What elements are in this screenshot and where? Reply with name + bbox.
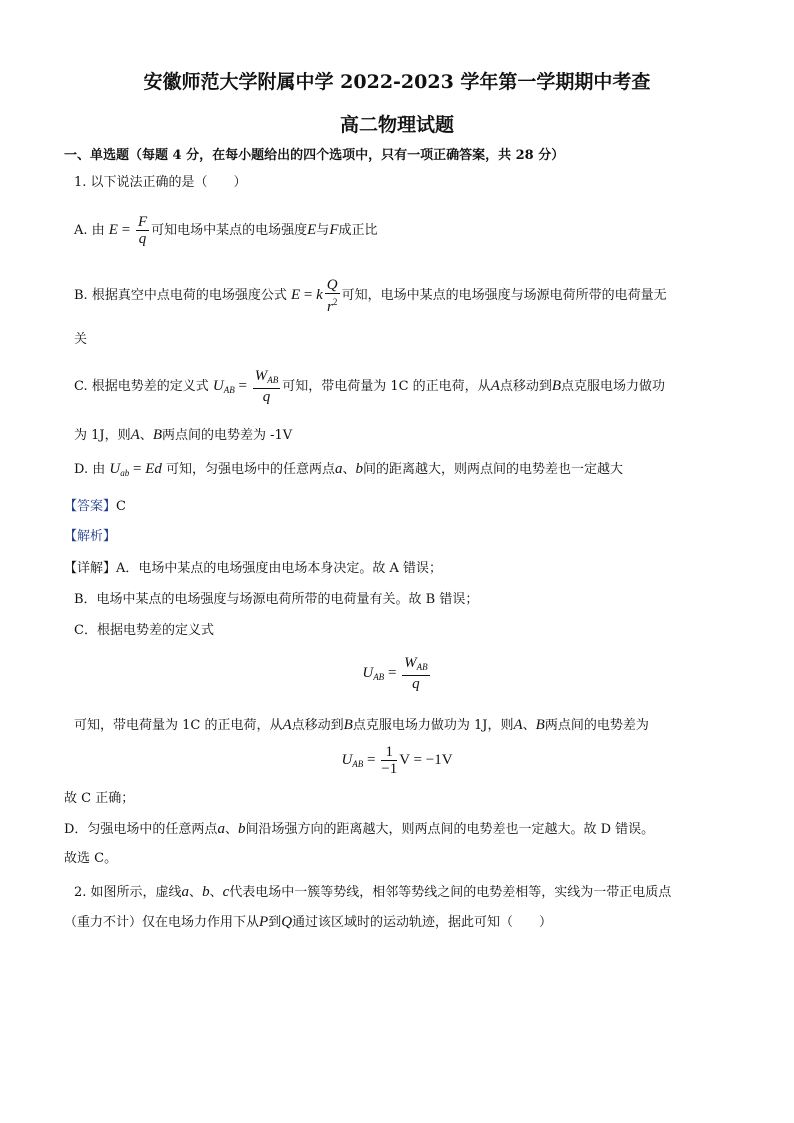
option-c-suffix1: 可知，带电荷量为 1C 的正电荷，从 bbox=[282, 379, 491, 394]
detail-d bbox=[64, 819, 734, 840]
q1-option-a bbox=[74, 212, 734, 249]
option-c-prefix: C. 根据电势差的定义式 bbox=[74, 379, 209, 394]
q2-line1-suffix: 代表电场中一簇等势线，相邻等势线之间的电势差相等，实线为一带正电质点 bbox=[229, 885, 672, 900]
formula-uab-result: $U_{AB}$ = $\frac{1}{-1}$ V = −1V bbox=[341, 744, 453, 777]
var-a: a bbox=[181, 884, 190, 900]
detail-label: 【详解】 bbox=[64, 561, 117, 576]
separator: 、 bbox=[224, 822, 238, 837]
formula-coulomb-field: E = k $\frac{Q}{r^2}$ bbox=[290, 276, 338, 315]
formula-e-f-q: E = $\frac{F}{q}$ bbox=[108, 214, 148, 248]
var-b-point: B bbox=[551, 378, 562, 394]
q1-option-b-cont: 关 bbox=[74, 332, 88, 347]
option-d-suffix2: 间的距离越大，则两点间的电势差也一定越大 bbox=[363, 462, 624, 477]
detail-b: B．电场中某点的电场强度与场源电荷所带的电荷量有关。故 B 错误； bbox=[74, 592, 479, 607]
q1-option-c-cont bbox=[74, 425, 734, 446]
option-c-suffix2: 点移动到 bbox=[499, 379, 552, 394]
separator: 、 bbox=[209, 885, 223, 900]
var-b: b bbox=[237, 821, 246, 837]
var-a-point: A bbox=[130, 427, 140, 443]
detail-c3: 故 C 正确； bbox=[64, 791, 135, 806]
option-a-mid: 与 bbox=[316, 223, 330, 238]
option-c-cont-suffix: 两点间的电势差为 -1V bbox=[161, 428, 293, 443]
separator: 、 bbox=[522, 718, 536, 733]
var-b-point: B bbox=[152, 427, 162, 443]
q2-line2-mid: 到 bbox=[268, 915, 282, 930]
var-p: P bbox=[259, 914, 269, 930]
q2-line2-suffix: 通过该区域时的运动轨迹，据此可知（ ） bbox=[292, 915, 553, 930]
answer-value: C bbox=[116, 499, 126, 514]
detail-c2-prefix: 可知，带电荷量为 1C 的正电荷，从 bbox=[74, 718, 283, 733]
section-heading: 一、单选题（每题 4 分，在每小题给出的四个选项中，只有一项正确答案，共 28 分） bbox=[64, 148, 565, 163]
var-a: a bbox=[335, 461, 343, 477]
option-c-cont-prefix: 为 1J，则 bbox=[74, 428, 131, 443]
separator: 、 bbox=[139, 428, 153, 443]
analysis-label: 【解析】 bbox=[64, 529, 117, 544]
var-c: c bbox=[222, 884, 230, 900]
detail-d-prefix: D．匀强电场中的任意两点 bbox=[64, 822, 218, 837]
detail-d-suffix: 间沿场强方向的距离越大，则两点间的电势差也一定越大。故 D 错误。 bbox=[245, 822, 655, 837]
q2-line1-prefix: 2. 如图所示，虚线 bbox=[74, 885, 182, 900]
conclusion: 故选 C。 bbox=[64, 851, 118, 866]
q1-stem: 1. 以下说法正确的是（ ） bbox=[74, 175, 247, 190]
var-a-point: A bbox=[490, 378, 500, 394]
answer-label: 【答案】 bbox=[64, 499, 117, 514]
detail-c2-end: 两点间的电势差为 bbox=[544, 718, 649, 733]
option-d-suffix1: 可知，匀强电场中的任意两点 bbox=[166, 462, 336, 477]
q2-line2 bbox=[64, 912, 734, 933]
exam-title: 安徽师范大学附属中学 2022-2023 学年第一学期期中考查 bbox=[143, 71, 651, 93]
detail-a bbox=[64, 559, 734, 579]
var-q: Q bbox=[281, 914, 293, 930]
exam-subtitle: 高二物理试题 bbox=[339, 114, 454, 136]
option-c-suffix3: 点克服电场力做功 bbox=[561, 379, 666, 394]
option-b-suffix: 可知，电场中某点的电场强度与场源电荷所带的电荷量无 bbox=[341, 288, 667, 303]
q1-option-c bbox=[74, 366, 734, 410]
detail-c2 bbox=[74, 715, 734, 736]
option-a-suffix: 可知电场中某点的电场强度 bbox=[151, 223, 308, 238]
var-a-point: A bbox=[513, 717, 523, 733]
option-b-prefix: B. 根据真空中点电荷的电场强度公式 bbox=[74, 288, 287, 303]
q2-line1 bbox=[74, 882, 734, 903]
formula-uab-centered: $U_{AB}$ = $\frac{W_{AB}}{q}$ bbox=[362, 655, 428, 692]
var-a-point: A bbox=[282, 717, 292, 733]
detail-c: C．根据电势差的定义式 bbox=[74, 623, 214, 638]
var-b: b bbox=[355, 461, 364, 477]
var-b-point: B bbox=[535, 717, 545, 733]
detail-c2-mid2: 点克服电场力做功为 1J，则 bbox=[352, 718, 514, 733]
answer-line bbox=[64, 497, 734, 517]
var-a: a bbox=[217, 821, 225, 837]
var-b: b bbox=[202, 884, 210, 900]
var-b-point: B bbox=[343, 717, 353, 733]
q2-line2-prefix: （重力不计）仅在电场力作用下从 bbox=[64, 915, 260, 930]
var-e: E bbox=[307, 222, 317, 238]
formula-u-ed: $U_{ab} = Ed$ bbox=[109, 461, 162, 478]
option-a-end: 成正比 bbox=[338, 223, 378, 238]
detail-c2-mid1: 点移动到 bbox=[291, 718, 344, 733]
q1-option-b bbox=[74, 275, 734, 316]
option-d-prefix: D. 由 bbox=[74, 462, 106, 477]
separator: 、 bbox=[342, 462, 356, 477]
option-a-prefix: A. 由 bbox=[74, 223, 105, 238]
formula-potential-difference: $U_{AB}$ = $\frac{W_{AB}}{q}$ bbox=[212, 368, 279, 406]
q1-option-d bbox=[74, 459, 734, 483]
separator: 、 bbox=[189, 885, 203, 900]
var-f: F bbox=[329, 222, 339, 238]
detail-a-text: A．电场中某点的电场强度由电场本身决定。故 A 错误； bbox=[116, 561, 443, 576]
